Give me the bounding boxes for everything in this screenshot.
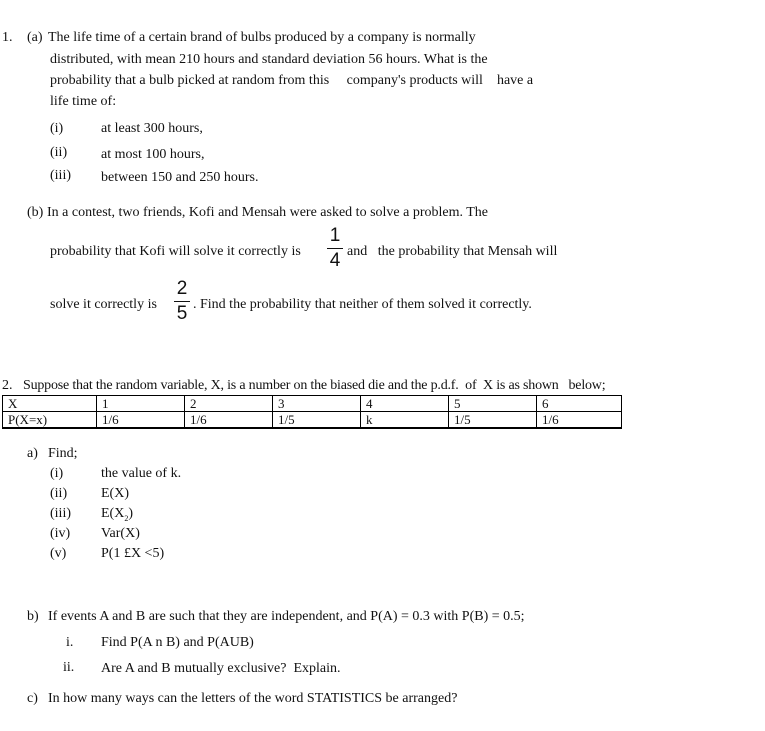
q2a-item-label: (iii) — [50, 506, 71, 521]
table-cell: 5 — [449, 396, 537, 412]
q2a-item-label: (i) — [50, 466, 64, 481]
q1a-item-text: between 150 and 250 hours. — [101, 170, 259, 185]
q2a-item-text-end: ) — [128, 506, 133, 521]
q1-part-b-label: (b) — [27, 205, 44, 220]
q1a-item-label: (i) — [50, 121, 64, 136]
fraction-bar — [174, 301, 190, 302]
table-cell: X — [3, 396, 97, 412]
fraction-denominator: 5 — [176, 303, 188, 324]
question-2-number: 2. — [2, 378, 13, 393]
q2a-item-text: P(1 £X <5) — [101, 546, 165, 561]
q2b-item-text: Find P(A n B) and P(AUB) — [101, 635, 254, 650]
q1a-item-label: (ii) — [50, 145, 68, 160]
table-cell: 4 — [361, 396, 449, 412]
q2a-item-text-start: E(X — [101, 506, 125, 521]
table-cell: 1/6 — [185, 412, 273, 429]
table-cell: 1/6 — [97, 412, 185, 429]
fraction-two-fifths — [174, 279, 190, 323]
q2-intro: Suppose that the random variable, X, is a number on the biased die and the p.d.f. of X is as shown below; — [23, 378, 606, 393]
q2-part-a-label: a) — [27, 446, 38, 461]
q2a-title: Find; — [48, 446, 78, 461]
q2b-item-text: Are A and B mutually exclusive? Explain. — [101, 661, 341, 676]
table-cell: 6 — [537, 396, 622, 412]
q2b-item-label: i. — [66, 635, 74, 650]
q1b-line-3-start: solve it correctly is — [50, 297, 157, 312]
table-cell: 1/6 — [537, 412, 622, 429]
q1a-line-3: probability that a bulb picked at random from this company's products will have a — [50, 73, 534, 88]
q2b-item-label: ii. — [63, 660, 75, 675]
table-row-probability — [3, 412, 622, 429]
q1a-line-4: life time of: — [50, 94, 117, 109]
fraction-one-quarter — [327, 226, 343, 270]
subscript: 2 — [124, 513, 129, 523]
q2a-item-text — [101, 506, 133, 523]
q2a-item-label: (iv) — [50, 526, 71, 541]
q1b-line-2-end: and the probability that Mensah will — [347, 244, 558, 259]
q2a-item-text: Var(X) — [101, 526, 140, 541]
table-cell: 1/5 — [449, 412, 537, 429]
table-row-x — [3, 396, 622, 412]
q2b-text: If events A and B are such that they are independent, and P(A) = 0.3 with P(B) = 0.5; — [48, 609, 525, 624]
q1a-item-label: (iii) — [50, 168, 71, 183]
table-cell: 2 — [185, 396, 273, 412]
q1a-item-text: at most 100 hours, — [101, 147, 205, 162]
table-cell: 3 — [273, 396, 361, 412]
fraction-numerator: 1 — [329, 225, 341, 246]
q2-part-b-label: b) — [27, 609, 39, 624]
fraction-numerator: 2 — [176, 278, 188, 299]
q1b-line-3-end: . Find the probability that neither of them solved it correctly. — [193, 297, 532, 312]
q1b-line-1: In a contest, two friends, Kofi and Mensah were asked to solve a problem. The — [47, 205, 489, 220]
question-1-number: 1. — [2, 30, 13, 45]
q2-part-c-label: c) — [27, 691, 38, 706]
fraction-denominator: 4 — [329, 250, 341, 271]
q1b-line-2-start: probability that Kofi will solve it correctly is — [50, 244, 301, 259]
q1a-item-text: at least 300 hours, — [101, 121, 203, 136]
pdf-table — [2, 395, 622, 429]
table-cell: P(X=x) — [3, 412, 97, 429]
table-cell: 1/5 — [273, 412, 361, 429]
q2c-text: In how many ways can the letters of the word STATISTICS be arranged? — [48, 691, 458, 706]
q2a-item-text: E(X) — [101, 486, 129, 501]
table-cell: 1 — [97, 396, 185, 412]
q1-part-a-label: (a) — [27, 30, 43, 45]
q2a-item-label: (v) — [50, 546, 67, 561]
fraction-bar — [327, 248, 343, 249]
table-cell: k — [361, 412, 449, 429]
q2a-item-label: (ii) — [50, 486, 68, 501]
q1a-line-2: distributed, with mean 210 hours and standard deviation 56 hours. What is the — [50, 52, 488, 67]
q1a-line-1: The life time of a certain brand of bulbs produced by a company is normally — [48, 30, 476, 45]
q2a-item-text: the value of k. — [101, 466, 182, 481]
